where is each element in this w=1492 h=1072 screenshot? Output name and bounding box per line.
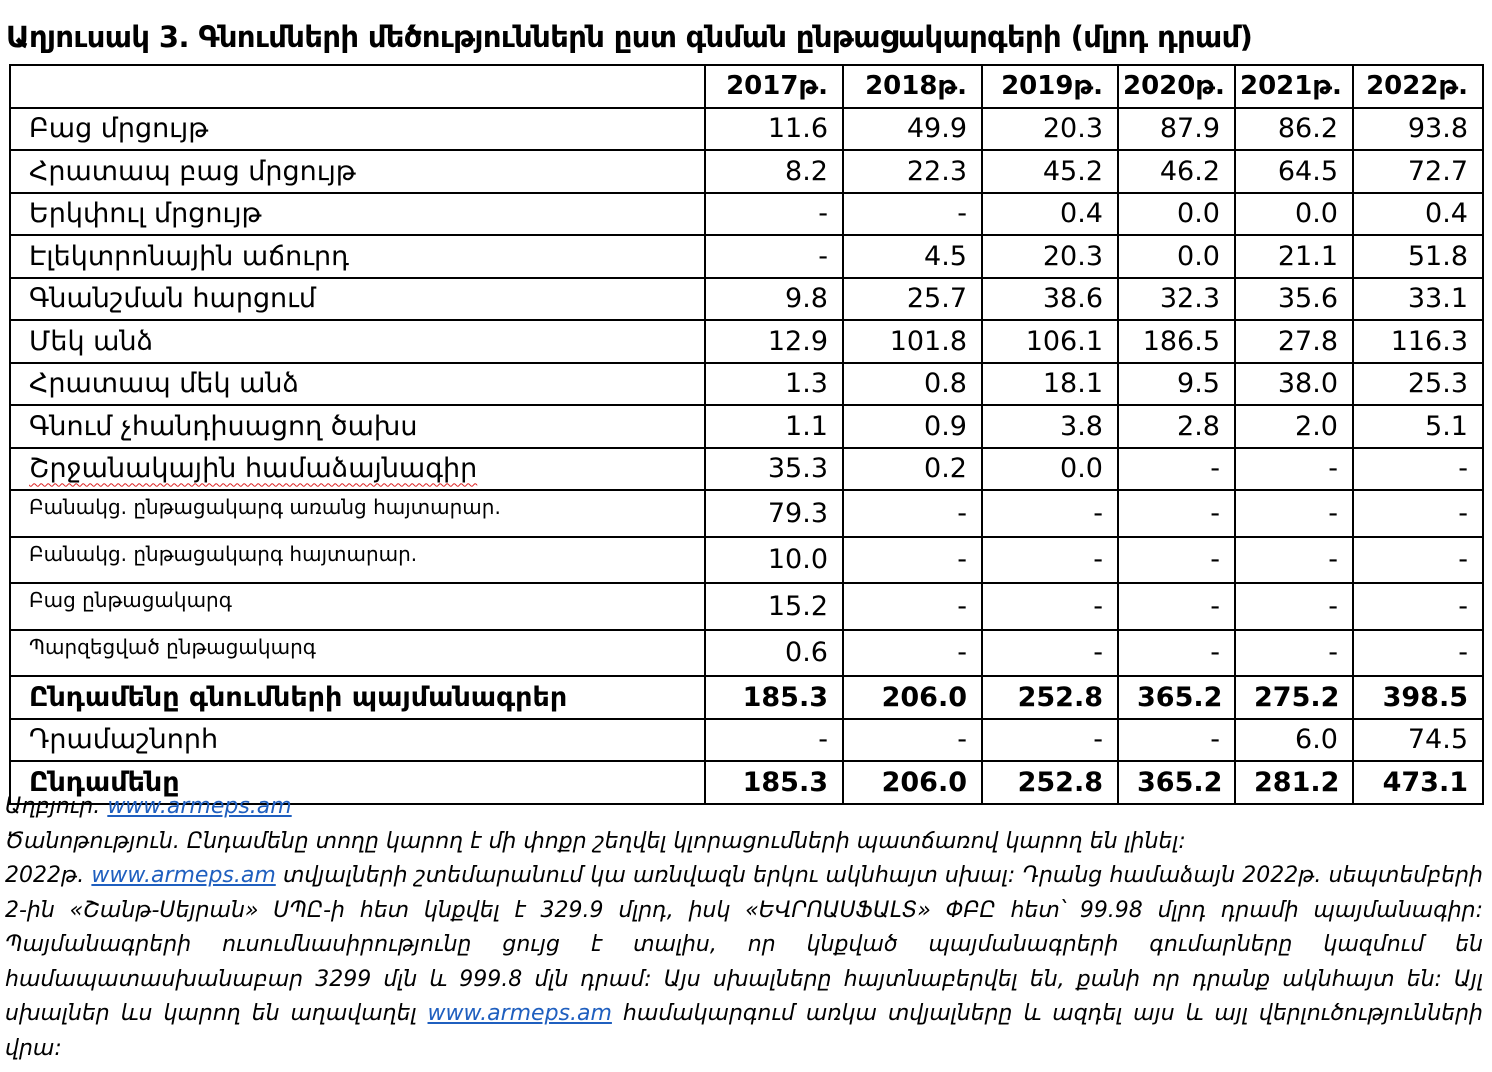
p3-suffix: համակարգում առկա տվյալները և ազդել այս և այլ վերլուծությունների վրա: bbox=[5, 1001, 1483, 1061]
value-cell: - bbox=[1235, 490, 1353, 537]
value-cell: - bbox=[1118, 448, 1235, 491]
header-cell: 2018թ. bbox=[843, 65, 982, 108]
value-cell: 0.2 bbox=[843, 448, 982, 491]
row-label: Հրատապ մեկ անձ bbox=[10, 363, 705, 406]
armeps-link[interactable]: www.armeps.am bbox=[107, 794, 292, 819]
row-label bbox=[10, 448, 705, 491]
value-cell: 18.1 bbox=[982, 363, 1118, 406]
value-cell: 0.8 bbox=[843, 363, 982, 406]
value-cell: - bbox=[843, 193, 982, 236]
value-cell: 1.3 bbox=[705, 363, 843, 406]
value-cell: 186.5 bbox=[1118, 320, 1235, 363]
table-row bbox=[10, 490, 1483, 537]
table-row bbox=[10, 193, 1483, 236]
p3-middle: տվյալների շտեմարանում կա առնվազն երկու ակնհայտ սխալ: Դրանց համաձայն 2022թ. սեպտեմբերի 2-ին «Շանթ-Սեյրան» ՍՊԸ-ի հետ կնքվել է 329.9 մլրդ, իսկ «ԵՎՐՈԱՍՖԱԼՏ» ՓԲԸ հետ՝ 99.98 մլրդ դրամի պայմանագիր: Պայմանագրերի ուսումնասիրությունը ցույց է տալիս, որ կնքված պայմանագրերի գումարները կազմում են համապատասխանաբար 3299 մլն և 999.8 մլն դրամ: Այս սխալները հայտնաբերվել են, քանի որ դրանք ակնհայտ են: Այլ սխալներ ևս կարող են աղավաղել bbox=[5, 863, 1483, 1026]
value-cell: 398.5 bbox=[1353, 676, 1483, 719]
value-cell: - bbox=[843, 630, 982, 677]
value-cell: 185.3 bbox=[705, 676, 843, 719]
value-cell: 20.3 bbox=[982, 108, 1118, 151]
row-label: Գնում չհանդիսացող ծախս bbox=[10, 405, 705, 448]
value-cell: 86.2 bbox=[1235, 108, 1353, 151]
row-label: Բաց մրցույթ bbox=[10, 108, 705, 151]
value-cell: - bbox=[843, 583, 982, 630]
value-cell: 252.8 bbox=[982, 761, 1118, 804]
value-cell: 0.0 bbox=[1118, 235, 1235, 278]
value-cell: 22.3 bbox=[843, 150, 982, 193]
value-cell: 33.1 bbox=[1353, 278, 1483, 321]
value-cell: - bbox=[705, 235, 843, 278]
value-cell: - bbox=[1353, 490, 1483, 537]
value-cell: - bbox=[1235, 630, 1353, 677]
value-cell: 473.1 bbox=[1353, 761, 1483, 804]
value-cell: - bbox=[1353, 630, 1483, 677]
armeps-link[interactable]: www.armeps.am bbox=[427, 1001, 612, 1026]
value-cell: - bbox=[1118, 630, 1235, 677]
row-label: Ընդամենը գնումների պայմանագրեր bbox=[10, 676, 705, 719]
value-cell: - bbox=[1118, 719, 1235, 762]
value-cell: 38.0 bbox=[1235, 363, 1353, 406]
value-cell: 15.2 bbox=[705, 583, 843, 630]
value-cell: - bbox=[705, 719, 843, 762]
value-cell: 0.4 bbox=[982, 193, 1118, 236]
value-cell: 11.6 bbox=[705, 108, 843, 151]
value-cell: 185.3 bbox=[705, 761, 843, 804]
armeps-link[interactable]: www.armeps.am bbox=[91, 863, 276, 888]
value-cell: - bbox=[1118, 583, 1235, 630]
value-cell: 106.1 bbox=[982, 320, 1118, 363]
value-cell: 3.8 bbox=[982, 405, 1118, 448]
value-cell: - bbox=[982, 719, 1118, 762]
row-label: Ընդամենը bbox=[10, 761, 705, 804]
header-cell bbox=[10, 65, 705, 108]
table-row bbox=[10, 235, 1483, 278]
value-cell: 365.2 bbox=[1118, 676, 1235, 719]
table-row bbox=[10, 108, 1483, 151]
value-cell: 6.0 bbox=[1235, 719, 1353, 762]
row-label: Գնանշման հարցում bbox=[10, 278, 705, 321]
value-cell: 49.9 bbox=[843, 108, 982, 151]
row-label: Մեկ անձ bbox=[10, 320, 705, 363]
value-cell: 25.3 bbox=[1353, 363, 1483, 406]
remark-line: Ծանոթություն. Ընդամենը տողը կարող է մի փոքր շեղվել կլորացումների պատճառով կարող են լինել: bbox=[5, 828, 1186, 854]
value-cell: - bbox=[843, 537, 982, 584]
value-cell: 206.0 bbox=[843, 761, 982, 804]
value-cell: 252.8 bbox=[982, 676, 1118, 719]
header-cell: 2022թ. bbox=[1353, 65, 1483, 108]
value-cell: 20.3 bbox=[982, 235, 1118, 278]
value-cell: 12.9 bbox=[705, 320, 843, 363]
row-label: Բաց ընթացակարգ bbox=[10, 583, 705, 630]
value-cell: 0.9 bbox=[843, 405, 982, 448]
value-cell: 0.6 bbox=[705, 630, 843, 677]
value-cell: 25.7 bbox=[843, 278, 982, 321]
row-label: Երկփուլ մրցույթ bbox=[10, 193, 705, 236]
row-label: Էլեկտրոնային աճուրդ bbox=[10, 235, 705, 278]
value-cell: 116.3 bbox=[1353, 320, 1483, 363]
row-label: Պարզեցված ընթացակարգ bbox=[10, 630, 705, 677]
value-cell: 9.5 bbox=[1118, 363, 1235, 406]
value-cell: 4.5 bbox=[843, 235, 982, 278]
header-cell: 2017թ. bbox=[705, 65, 843, 108]
value-cell: 5.1 bbox=[1353, 405, 1483, 448]
table-row bbox=[10, 320, 1483, 363]
value-cell: 79.3 bbox=[705, 490, 843, 537]
value-cell: 0.4 bbox=[1353, 193, 1483, 236]
value-cell: 87.9 bbox=[1118, 108, 1235, 151]
value-cell: - bbox=[982, 583, 1118, 630]
notes bbox=[5, 790, 1483, 1066]
value-cell: 0.0 bbox=[1118, 193, 1235, 236]
value-cell: 0.0 bbox=[982, 448, 1118, 491]
value-cell: 45.2 bbox=[982, 150, 1118, 193]
value-cell: 64.5 bbox=[1235, 150, 1353, 193]
table-row bbox=[10, 278, 1483, 321]
value-cell: 21.1 bbox=[1235, 235, 1353, 278]
value-cell: 275.2 bbox=[1235, 676, 1353, 719]
value-cell: 101.8 bbox=[843, 320, 982, 363]
value-cell: 74.5 bbox=[1353, 719, 1483, 762]
value-cell: - bbox=[1235, 537, 1353, 584]
value-cell: - bbox=[1118, 537, 1235, 584]
row-label: Բանակց. ընթացակարգ հայտարար. bbox=[10, 537, 705, 584]
value-cell: 1.1 bbox=[705, 405, 843, 448]
value-cell: - bbox=[982, 490, 1118, 537]
value-cell: 51.8 bbox=[1353, 235, 1483, 278]
value-cell: 38.6 bbox=[982, 278, 1118, 321]
row-label-text: Շրջանակային համաձայնագիր bbox=[29, 453, 478, 485]
table-row bbox=[10, 719, 1483, 762]
value-cell: 2.0 bbox=[1235, 405, 1353, 448]
value-cell: - bbox=[982, 537, 1118, 584]
value-cell: - bbox=[1353, 583, 1483, 630]
value-cell: 27.8 bbox=[1235, 320, 1353, 363]
header-cell: 2019թ. bbox=[982, 65, 1118, 108]
value-cell: 35.6 bbox=[1235, 278, 1353, 321]
header-cell: 2021թ. bbox=[1235, 65, 1353, 108]
value-cell: - bbox=[843, 719, 982, 762]
value-cell: 46.2 bbox=[1118, 150, 1235, 193]
table-row bbox=[10, 150, 1483, 193]
value-cell: - bbox=[1353, 448, 1483, 491]
table-row bbox=[10, 405, 1483, 448]
value-cell: 93.8 bbox=[1353, 108, 1483, 151]
table-row bbox=[10, 537, 1483, 584]
table-row bbox=[10, 448, 1483, 491]
data-errors-paragraph bbox=[5, 859, 1483, 1066]
value-cell: 206.0 bbox=[843, 676, 982, 719]
value-cell: 365.2 bbox=[1118, 761, 1235, 804]
table-row bbox=[10, 363, 1483, 406]
value-cell: - bbox=[1235, 583, 1353, 630]
table-title: Աղյուսակ 3. Գնումների մեծություններն ըստ գնման ընթացակարգերի (մլրդ դրամ) bbox=[6, 20, 1253, 54]
value-cell: 0.0 bbox=[1235, 193, 1353, 236]
header-cell: 2020թ. bbox=[1118, 65, 1235, 108]
value-cell: - bbox=[843, 490, 982, 537]
source-label: Աղբյուր. bbox=[5, 794, 108, 819]
value-cell: 2.8 bbox=[1118, 405, 1235, 448]
table-row bbox=[10, 676, 1483, 719]
value-cell: - bbox=[1353, 537, 1483, 584]
value-cell: - bbox=[982, 630, 1118, 677]
source-line bbox=[5, 790, 1483, 825]
row-label: Դրամաշնորհ bbox=[10, 719, 705, 762]
procurement-table bbox=[9, 64, 1484, 805]
value-cell: 35.3 bbox=[705, 448, 843, 491]
value-cell: 9.8 bbox=[705, 278, 843, 321]
value-cell: 281.2 bbox=[1235, 761, 1353, 804]
value-cell: 8.2 bbox=[705, 150, 843, 193]
row-label: Հրատապ բաց մրցույթ bbox=[10, 150, 705, 193]
value-cell: 10.0 bbox=[705, 537, 843, 584]
value-cell: - bbox=[1118, 490, 1235, 537]
value-cell: - bbox=[1235, 448, 1353, 491]
header-row bbox=[10, 65, 1483, 108]
value-cell: 32.3 bbox=[1118, 278, 1235, 321]
table-row bbox=[10, 583, 1483, 630]
value-cell: - bbox=[705, 193, 843, 236]
value-cell: 72.7 bbox=[1353, 150, 1483, 193]
row-label: Բանակց. ընթացակարգ առանց հայտարար. bbox=[10, 490, 705, 537]
p3-prefix: 2022թ. bbox=[5, 863, 92, 888]
table-row bbox=[10, 630, 1483, 677]
